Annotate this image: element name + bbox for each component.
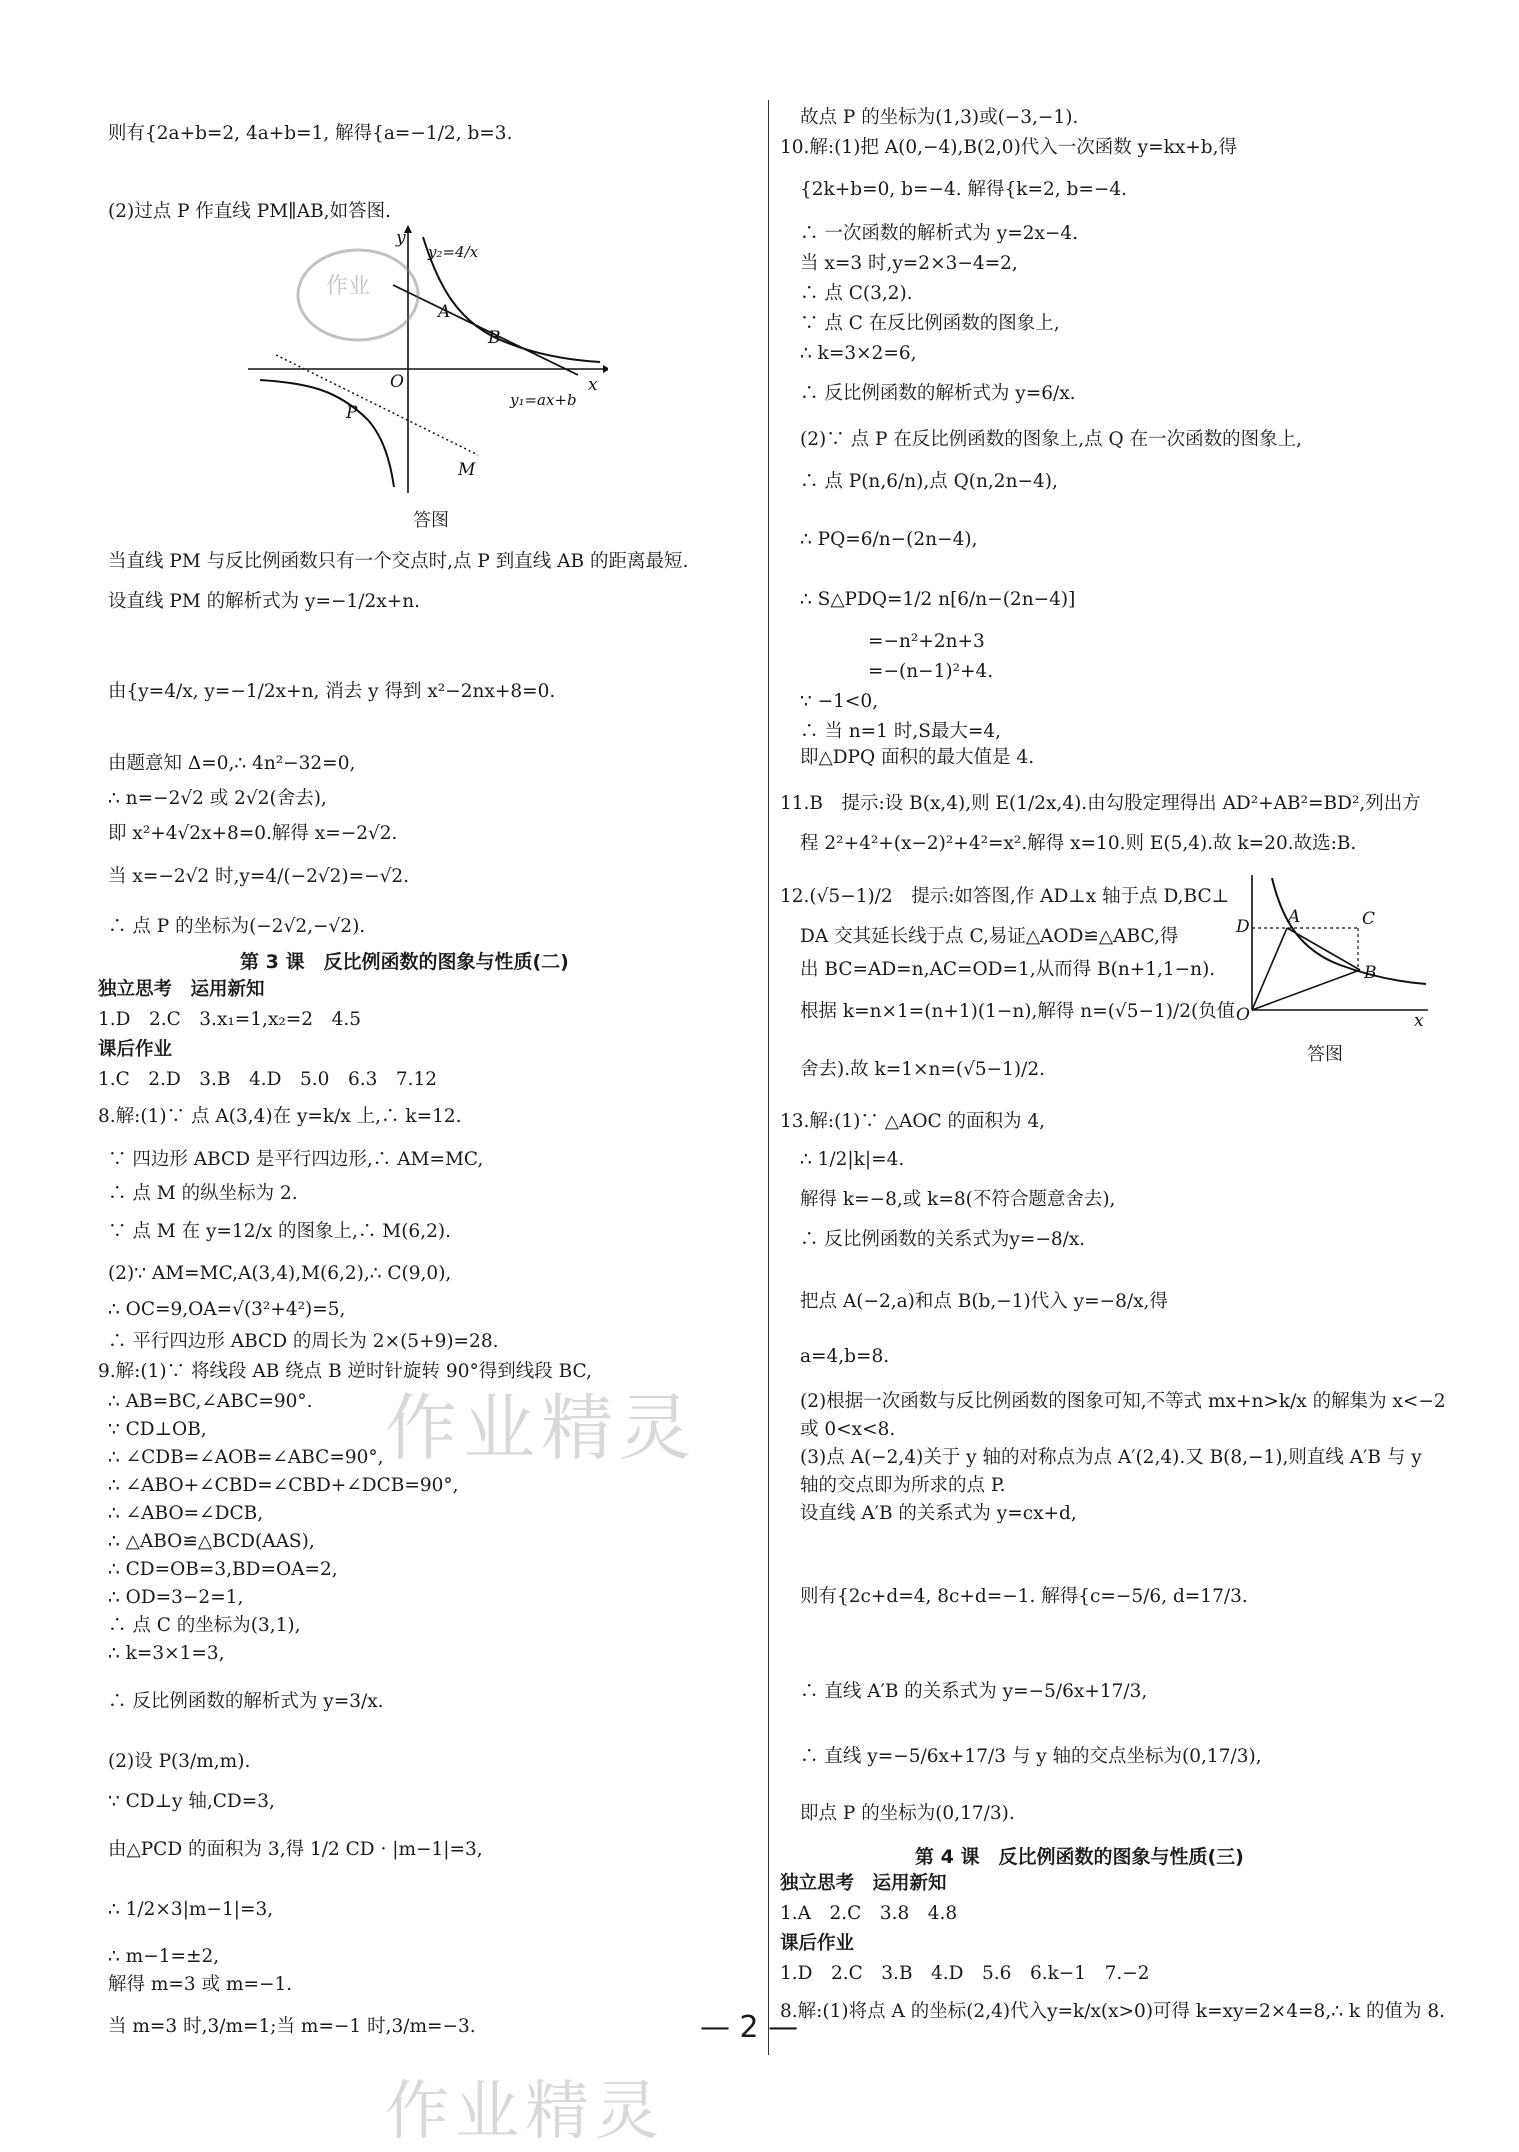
answer-line: 1.C 2.D 3.B 4.D 5.0 6.3 7.12 <box>98 1069 438 1090</box>
figure-caption: 答图 <box>413 510 449 531</box>
fig2-label-A: A <box>1288 907 1301 927</box>
subheading: 课后作业 <box>98 1039 173 1060</box>
text-line: 则有{2c+d=4, 8c+d=−1. 解得{c=−5/6, d=17/3. <box>800 1586 1248 1607</box>
text-line: (2)∵ 点 P 在反比例函数的图象上,点 Q 在一次函数的图象上, <box>800 429 1302 450</box>
text-line: ∴ 点 M 的纵坐标为 2. <box>108 1183 298 1204</box>
text-line: 轴的交点即为所求的点 P. <box>800 1475 1006 1496</box>
text-line: ∴ 反比例函数的解析式为 y=6/x. <box>800 383 1076 404</box>
fig1-label-x: x <box>588 375 598 395</box>
text-line: 12.(√5−1)/2 提示:如答图,作 AD⊥x 轴于点 D,BC⊥ <box>780 886 1230 907</box>
fig1-line-AB <box>393 285 578 375</box>
text-line: ∴ 1/2×3|m−1|=3, <box>108 1899 274 1920</box>
fig2-label-C: C <box>1362 909 1376 929</box>
text-line: 解得 m=3 或 m=−1. <box>108 1974 293 1995</box>
text-line: ∴ PQ=6/n−(2n−4), <box>800 529 978 550</box>
fig1-label-P: P <box>346 403 358 423</box>
text-line: 当 x=−2√2 时,y=4/(−2√2)=−√2. <box>108 866 410 887</box>
text-line: ∴ 点 C(3,2). <box>800 283 913 304</box>
answer-line: 1.A 2.C 3.8 4.8 <box>780 1903 958 1924</box>
text-line: 当 x=3 时,y=2×3−4=2, <box>800 253 1018 274</box>
text-line: ∴ OD=3−2=1, <box>108 1587 244 1608</box>
fig1-label-y: y <box>396 228 406 248</box>
fig2-line-OB <box>1252 970 1360 1010</box>
text-line: 9.解:(1)∵ 将线段 AB 绕点 B 逆时针旋转 90°得到线段 BC, <box>98 1361 592 1382</box>
fig1-label-y2: y₂=4/x <box>428 243 479 261</box>
text-line: 由题意知 Δ=0,∴ 4n²−32=0, <box>108 753 356 774</box>
text-line: DA 交其延长线于点 C,易证△AOD≌△ABC,得 <box>800 926 1179 947</box>
fig1-x-arrow <box>603 365 608 373</box>
text-line: 根据 k=n×1=(n+1)(1−n),解得 n=(√5−1)/2(负值 <box>800 1001 1236 1022</box>
text-line: =−n²+2n+3 <box>868 631 985 652</box>
text-line: 当 m=3 时,3/m=1;当 m=−1 时,3/m=−3. <box>108 2016 476 2037</box>
text-line: 即 x²+4√2x+8=0.解得 x=−2√2. <box>108 823 398 844</box>
text-line: 设直线 A′B 的关系式为 y=cx+d, <box>800 1503 1077 1524</box>
fig1-line-PM <box>276 355 478 455</box>
text-line: 设直线 PM 的解析式为 y=−1/2x+n. <box>108 591 420 612</box>
text-line: ∴ 平行四边形 ABCD 的周长为 2×(5+9)=28. <box>108 1331 499 1352</box>
text-line: 或 0<x<8. <box>800 1419 896 1440</box>
text-line: (2)∵ AM=MC,A(3,4),M(6,2),∴ C(9,0), <box>108 1263 452 1284</box>
text-line: {2k+b=0, b=−4. 解得{k=2, b=−4. <box>800 179 1128 200</box>
text-line: ∵ CD⊥OB, <box>108 1419 207 1440</box>
text-line: 即△DPQ 面积的最大值是 4. <box>800 747 1035 768</box>
text-line: ∴ 反比例函数的解析式为 y=3/x. <box>108 1691 384 1712</box>
text-line: =−(n−1)²+4. <box>868 661 994 682</box>
subheading: 独立思考 运用新知 <box>98 979 265 1000</box>
text-line: ∴ 点 C 的坐标为(3,1), <box>108 1615 301 1636</box>
text-line: ∴ k=3×2=6, <box>800 343 917 364</box>
text-line: 8.解:(1)∵ 点 A(3,4)在 y=k/x 上,∴ k=12. <box>98 1106 462 1127</box>
text-line: ∴ CD=OB=3,BD=OA=2, <box>108 1559 338 1580</box>
text-line: 故点 P 的坐标为(1,3)或(−3,−1). <box>800 107 1079 128</box>
text-line: 10.解:(1)把 A(0,−4),B(2,0)代入一次函数 y=kx+b,得 <box>780 137 1237 158</box>
column-divider <box>768 100 769 2055</box>
text-line: ∴ ∠CDB=∠AOB=∠ABC=90°, <box>108 1447 384 1468</box>
answer-figure-2 <box>1230 870 1430 1030</box>
text-line: 即点 P 的坐标为(0,17/3). <box>800 1803 1015 1824</box>
watermark: 作业精灵 <box>385 1386 698 1470</box>
fig2-label-O: O <box>1236 1005 1250 1025</box>
text-line: 舍去).故 k=1×n=(√5−1)/2. <box>800 1059 1046 1080</box>
fig2-label-B: B <box>1364 963 1377 983</box>
text-line: 解得 k=−8,或 k=8(不符合题意舍去), <box>800 1189 1116 1210</box>
text-line: 程 2²+4²+(x−2)²+4²=x².解得 x=10.则 E(5,4).故 k=20.故选:B. <box>800 833 1357 854</box>
fig2-label-x: x <box>1414 1011 1424 1030</box>
text-line: (2)设 P(3/m,m). <box>108 1751 251 1772</box>
text-line: (3)点 A(−2,4)关于 y 轴的对称点为点 A′(2,4).又 B(8,−1),则直线 A′B 与 y <box>800 1447 1422 1468</box>
text-line: ∴ ∠ABO+∠CBD=∠CBD+∠DCB=90°, <box>108 1475 459 1496</box>
fig1-label-M: M <box>458 460 476 480</box>
text-line: ∴ AB=BC,∠ABC=90°. <box>108 1391 313 1412</box>
text-line: 出 BC=AD=n,AC=OD=1,从而得 B(n+1,1−n). <box>800 959 1216 980</box>
page-number: — 2 — <box>700 2010 799 2045</box>
text-line: ∴ △ABO≌△BCD(AAS), <box>108 1531 315 1552</box>
fig1-label-y1: y₁=ax+b <box>510 391 577 409</box>
answer-figure-1 <box>248 225 608 495</box>
text-line: (2)根据一次函数与反比例函数的图象可知,不等式 mx+n>k/x 的解集为 x<−2 <box>800 1391 1446 1412</box>
fig2-line-AB <box>1287 928 1360 970</box>
text-line: ∴ 直线 A′B 的关系式为 y=−5/6x+17/3, <box>800 1681 1148 1702</box>
text-line: ∴ S△PDQ=1/2 n[6/n−(2n−4)] <box>800 589 1076 610</box>
text-line: ∵ −1<0, <box>800 691 879 712</box>
answer-line: 1.D 2.C 3.x₁=1,x₂=2 4.5 <box>98 1009 361 1030</box>
text-line: ∴ OC=9,OA=√(3²+4²)=5, <box>108 1299 346 1320</box>
text-line: ∴ 点 P 的坐标为(−2√2,−√2). <box>108 916 366 937</box>
text-line: ∴ ∠ABO=∠DCB, <box>108 1503 264 1524</box>
text-line: ∴ 点 P(n,6/n),点 Q(n,2n−4), <box>800 471 1058 492</box>
text-line: ∵ 点 M 在 y=12/x 的图象上,∴ M(6,2). <box>108 1221 451 1242</box>
text-line: 11.B 提示:设 B(x,4),则 E(1/2x,4).由勾股定理得出 AD²+AB²=BD²,列出方 <box>780 793 1421 814</box>
text-line: ∵ CD⊥y 轴,CD=3, <box>108 1791 275 1812</box>
fig1-label-A: A <box>438 302 451 322</box>
subheading: 独立思考 运用新知 <box>780 1873 947 1894</box>
fig2-line-OA <box>1252 928 1287 1010</box>
text-line: ∴ 一次函数的解析式为 y=2x−4. <box>800 223 1079 244</box>
subheading: 课后作业 <box>780 1933 855 1954</box>
text-line: ∴ n=−2√2 或 2√2(舍去), <box>108 788 327 809</box>
text-line: (2)过点 P 作直线 PM∥AB,如答图. <box>108 201 391 222</box>
fig1-label-B: B <box>488 328 501 348</box>
text-line: ∴ k=3×1=3, <box>108 1643 225 1664</box>
text-line: ∴ 直线 y=−5/6x+17/3 与 y 轴的交点坐标为(0,17/3), <box>800 1746 1262 1767</box>
text-line: 当直线 PM 与反比例函数只有一个交点时,点 P 到直线 AB 的距离最短. <box>108 551 689 572</box>
text-line: 把点 A(−2,a)和点 B(b,−1)代入 y=−8/x,得 <box>800 1291 1168 1312</box>
fig1-stamp <box>298 250 418 340</box>
text-line: a=4,b=8. <box>800 1346 890 1367</box>
text-line: 由{y=4/x, y=−1/2x+n, 消去 y 得到 x²−2nx+8=0. <box>108 681 556 702</box>
fig1-stamp-text: 作业 <box>326 274 371 299</box>
text-line: ∴ 反比例函数的关系式为y=−8/x. <box>800 1229 1086 1250</box>
text-line: 由△PCD 的面积为 3,得 1/2 CD · |m−1|=3, <box>108 1839 483 1860</box>
text-line: ∴ 1/2|k|=4. <box>800 1149 905 1170</box>
text-line: 则有{2a+b=2, 4a+b=1, 解得{a=−1/2, b=3. <box>108 123 513 144</box>
fig2-hyperbola <box>1272 878 1426 984</box>
fig1-label-O: O <box>390 372 404 392</box>
fig2-label-D: D <box>1236 917 1250 937</box>
text-line: 8.解:(1)将点 A 的坐标(2,4)代入y=k/x(x>0)可得 k=xy=2×4=8,∴ k 的值为 8. <box>780 2001 1445 2022</box>
figure-caption: 答图 <box>1307 1044 1343 1065</box>
text-line: ∵ 四边形 ABCD 是平行四边形,∴ AM=MC, <box>108 1149 484 1170</box>
text-line: 13.解:(1)∵ △AOC 的面积为 4, <box>780 1111 1046 1132</box>
section-heading: 第 4 课 反比例函数的图象与性质(三) <box>915 1846 1244 1868</box>
fig1-hyperbola-q3 <box>260 380 394 487</box>
section-heading: 第 3 课 反比例函数的图象与性质(二) <box>240 951 569 973</box>
answer-line: 1.D 2.C 3.B 4.D 5.6 6.k−1 7.−2 <box>780 1963 1150 1984</box>
watermark: 作业精灵 <box>385 2075 665 2149</box>
text-line: ∴ m−1=±2, <box>108 1946 220 1967</box>
text-line: ∵ 点 C 在反比例函数的图象上, <box>800 313 1060 334</box>
text-line: ∴ 当 n=1 时,S最大=4, <box>800 721 1002 742</box>
